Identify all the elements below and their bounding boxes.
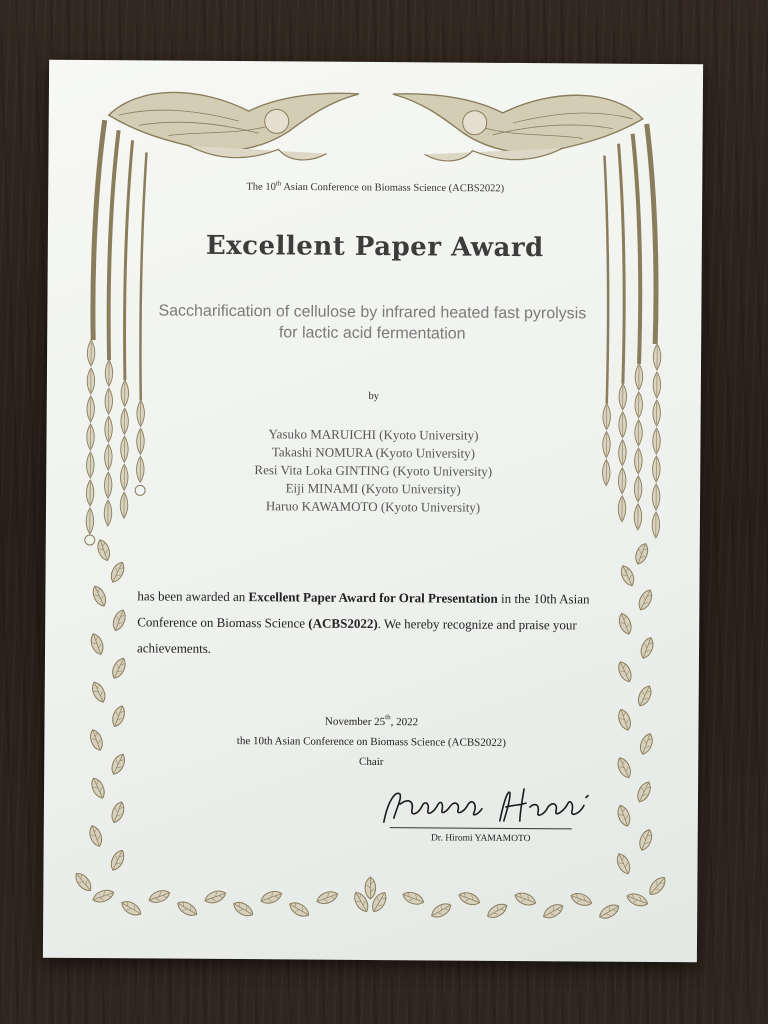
- paper-title: Saccharification of cellulose by infrared heated fast pyrolysis for lactic acid fermentation: [158, 302, 587, 343]
- issue-date: November 25th, 2022: [324, 713, 419, 729]
- signer-name: Dr. Hiromi YAMAMOTO: [430, 833, 531, 845]
- author: Resi Vita Loka GINTING (Kyoto University): [254, 462, 493, 479]
- author-list: [46, 424, 701, 519]
- conference-header: The 10th Asian Conference on Biomass Science (ACBS2022): [246, 179, 505, 195]
- author: Haruo KAWAMOTO (Kyoto University): [265, 498, 481, 515]
- bottom-leaf-border: [91, 875, 650, 922]
- certificate-paper: [43, 60, 703, 963]
- author: Eiji MINAMI (Kyoto University): [285, 480, 461, 497]
- issuer-line: the 10th Asian Conference on Biomass Science (ACBS2022): [236, 735, 507, 749]
- author: Yasuko MARUICHI (Kyoto University): [268, 426, 479, 443]
- by-label: by: [368, 390, 380, 403]
- signature-icon: [374, 780, 604, 832]
- issuer-role: Chair: [358, 755, 384, 769]
- issue-block: [44, 710, 698, 775]
- award-statement: has been awarded an Excellent Paper Award for Oral Presentation in the 10th Asian Conference on Biomass Science (ACBS2022). We hereby recognize and praise your achievements.: [136, 588, 590, 656]
- author: Takashi NOMURA (Kyoto University): [271, 444, 476, 461]
- award-title: Excellent Paper Award: [205, 230, 544, 264]
